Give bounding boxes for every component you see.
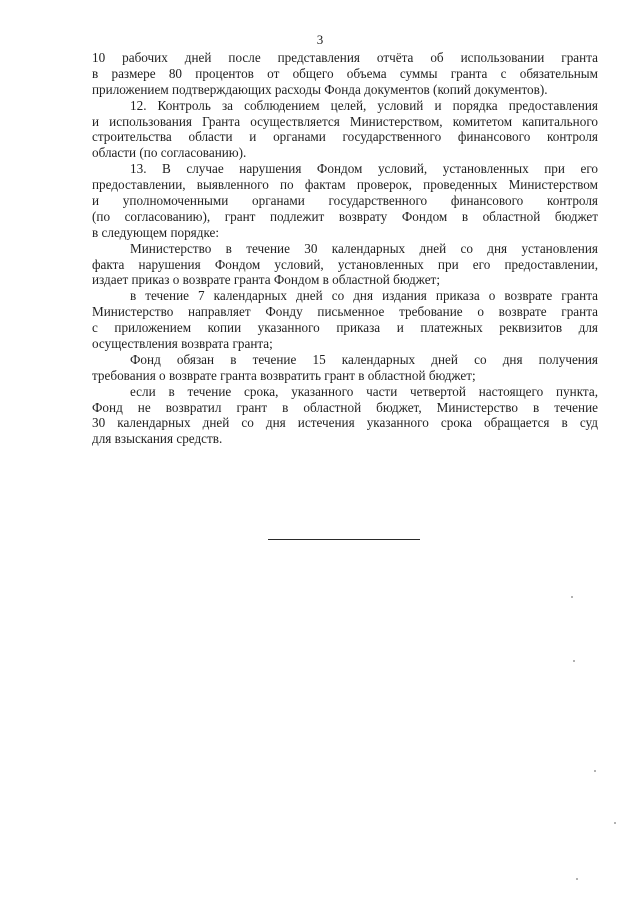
scan-speck	[594, 770, 596, 772]
text-line: Министерство в течение 30 календарных дней со дня установления	[130, 240, 598, 256]
text-line: требования о возврате гранта возвратить грант в областной бюджет;	[92, 367, 476, 383]
scan-speck	[576, 878, 578, 880]
text-line: Министерство направляет Фонду письменное требование о возврате гранта	[92, 304, 598, 320]
scan-speck	[571, 596, 573, 598]
text-line: области (по согласованию).	[92, 145, 247, 161]
text-line: предоставлении, выявленного по фактам проверок, проведенных Министерством	[92, 177, 598, 193]
text-line: 12. Контроль за соблюдением целей, условий и порядка предоставления	[130, 97, 598, 113]
text-line: если в течение срока, указанного части четвертой настоящего пункта,	[130, 383, 598, 399]
scan-speck	[573, 660, 575, 662]
end-divider-line	[268, 539, 420, 540]
text-line: приложением подтверждающих расходы Фонда документов (копий документов).	[92, 81, 548, 97]
text-line: Фонд обязан в течение 15 календарных дней со дня получения	[130, 351, 598, 367]
text-line: с приложением копии указанного приказа и платежных реквизитов для	[92, 320, 598, 336]
text-line: и уполномоченными органами государственного финансового контроля	[92, 193, 598, 209]
text-line: 13. В случае нарушения Фондом условий, установленных при его	[130, 161, 598, 177]
text-line: 30 календарных дней со дня истечения указанного срока обращается в суд	[92, 415, 598, 431]
text-line: для взыскания средств.	[92, 431, 223, 447]
page-number: 3	[316, 32, 324, 47]
text-line: осуществления возврата гранта;	[92, 336, 273, 352]
text-line: в течение 7 календарных дней со дня издания приказа о возврате гранта	[130, 288, 598, 304]
scan-speck	[614, 822, 616, 824]
document-body	[92, 50, 598, 447]
text-line: 10 рабочих дней после представления отчёта об использовании гранта	[92, 50, 598, 65]
text-line: строительства области и органами государственного финансового контроля	[92, 129, 598, 145]
text-line: издает приказ о возврате гранта Фондом в областной бюджет;	[92, 272, 440, 288]
text-line: и использования Гранта осуществляется Министерством, комитетом капитального	[92, 113, 598, 129]
text-line: в размере 80 процентов от общего объема суммы гранта с обязательным	[92, 65, 598, 81]
text-line: факта нарушения Фондом условий, установленных при его предоставлении,	[92, 256, 598, 272]
text-line: в следующем порядке:	[92, 224, 220, 240]
text-line: Фонд не возвратил грант в областной бюджет, Министерство в течение	[92, 399, 598, 415]
text-line: (по согласованию), грант подлежит возврату Фондом в областной бюджет	[92, 208, 598, 224]
